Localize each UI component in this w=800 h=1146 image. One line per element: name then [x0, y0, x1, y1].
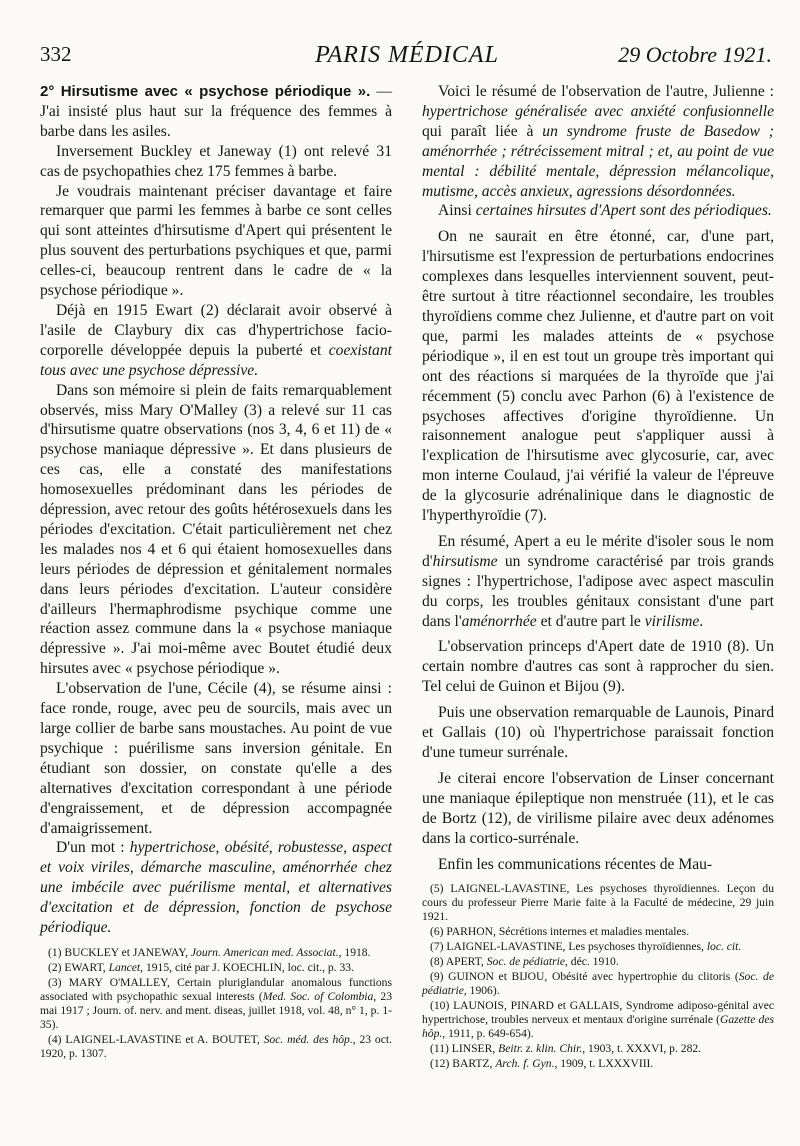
- paragraph: L'observation princeps d'Apert date de 1910 (8). Un certain nombre d'autres cas sont à rapprocher du sien. Tel celui de Guinon et Bijou (9).: [422, 638, 774, 696]
- paragraph: Dans son mémoire si plein de faits remarquablement observés, miss Mary O'Malley (3) a relevé sur 11 cas d'hirsutisme quatre observations (nos 3, 4, 6 et 11) de « psychose maniaque dépressive ». Et dans plusieurs de ces cas, elle a constaté des manifestations homosexuelles prédominant dans les périodes de dépression, avec retour des goûts hétérosexuels dans les périodes d'excitation. C'était particulièrement net chez les malades nos 4 et 6 qui étaient homosexuelles dans leurs périodes de dépression et génitalement normales dans leurs périodes d'excitation. L'auteur considère d'ailleurs l'hermaphrodisme psychique comme une réaction assez commune dans la « psychose maniaque dépressive ». J'ai moi-même avec Boutet étudié deux hirsutes avec « psychose périodique ».: [40, 381, 392, 678]
- paragraph: L'observation de l'une, Cécile (4), se résume ainsi : face ronde, rouge, avec peu de sourcils, mais avec un large collier de barbe sans moustaches. Au point de vue psychique : puérilisme sans inversion génitale. En étudiant son dossier, on constate qu'elle a des alternatives d'excitation correspondant à une période d'engraissement, et de dépression accompagnée d'amaigrissement.: [40, 680, 392, 837]
- paragraph: Déjà en 1915 Ewart (2) déclarait avoir observé à l'asile de Claybury dix cas d'hypertrichose facio-corporelle développée depuis la puberté et coexistant tous avec une psychose dépressive.: [40, 301, 392, 379]
- footnote: (3) MARY O'MALLEY, Certain pluriglandular anomalous functions associated with psychopathic sexual interests (Med. Soc. of Colombia, 23 mai 1917 ; Journ. of. nerv. and ment. diseas, juillet 1918, vol. 48, n° 1, p. 1-35).: [40, 975, 392, 1031]
- page-number: 332: [40, 42, 72, 66]
- right-column: [422, 82, 774, 1071]
- footnote: (6) PARHON, Sécrétions internes et maladies mentales.: [430, 925, 690, 939]
- footnote: (2) EWART, Lancet, 1915, cité par J. KOECHLIN, loc. cit., p. 33.: [48, 960, 354, 974]
- footnote: (1) BUCKLEY et JANEWAY, Journ. American med. Associat., 1918.: [48, 945, 371, 959]
- footnote: (8) APERT, Soc. de pédiatrie, déc. 1910.: [430, 955, 619, 969]
- paragraph: Voici le résumé de l'observation de l'autre, Julienne : hypertrichose généralisée avec anxiété confusionnelle qui paraît liée à un syndrome fruste de Basedow ; aménorrhée ; rétrécissement mitral ; et, au point de vue mental : débilité mentale, dépression mélancolique, mutisme, accès anxieux, agressions désordonnées.: [422, 83, 774, 200]
- section-heading: 2° Hirsutisme avec « psychose périodique ». — J'ai insisté plus haut sur la fréquence des femmes à barbe dans les asiles.: [40, 83, 392, 140]
- footnote: (11) LINSER, Beitr. z. klin. Chir., 1903, t. XXXVI, p. 282.: [430, 1042, 702, 1056]
- paragraph: Inversement Buckley et Janeway (1) ont relevé 31 cas de psychopathies chez 175 femmes à barbe.: [40, 142, 392, 180]
- paragraph: D'un mot : hypertrichose, obésité, robustesse, aspect et voix viriles, démarche masculine, aménorrhée chez une imbécile avec puérilisme mental, et alternatives d'excitation et de dépression, fonction de psychose périodique.: [40, 839, 393, 937]
- issue-date: 29 Octobre 1921.: [618, 42, 772, 67]
- footnote: (10) LAUNOIS, PINARD et GALLAIS, Syndrome adiposo-génital avec hypertrichose, troubles nerveux et mentaux d'origine surrénale (Gazette des hôp., 1911, p. 649-654).: [422, 999, 774, 1041]
- paragraph: En résumé, Apert a eu le mérite d'isoler sous le nom d'hirsutisme un syndrome caractérisé par trois grands signes : l'hypertrichose, l'adipose avec aspect masculin du corps, les troubles génitaux consistant d'une part dans l'aménorrhée et d'autre part le virilisme.: [422, 532, 774, 630]
- paragraph: Je citerai encore l'observation de Linser concernant une maniaque épileptique non menstruée (11), et le cas de Bortz (12), de virilisme pilaire avec deux adénomes dans la cortico-surrénale.: [422, 769, 774, 847]
- paragraph: Je voudrais maintenant préciser davantage et faire remarquer que parmi les femmes à barbe ce sont celles qui sont atteintes d'hirsutisme d'Apert qui présentent le plus souvent des perturbations psychiques et que, parmi celles-ci, beaucoup rentrent dans le cadre de « la psychose périodique ».: [40, 182, 392, 300]
- footnote: (4) LAIGNEL-LAVASTINE et A. BOUTET, Soc. méd. des hôp., 23 oct. 1920, p. 1307.: [40, 1032, 392, 1060]
- footnote: (12) BARTZ, Arch. f. Gyn., 1909, t. LXXXVIII.: [430, 1057, 654, 1071]
- paragraph: Enfin les communications récentes de Mau-: [438, 855, 713, 873]
- footnotes-left: [40, 946, 392, 1061]
- footnotes-right: [422, 882, 774, 1071]
- footnote: (7) LAIGNEL-LAVASTINE, Les psychoses thyroïdiennes, loc. cit.: [430, 940, 742, 954]
- paragraph: Ainsi certaines hirsutes d'Apert sont des périodiques.: [438, 202, 772, 220]
- footnote: (5) LAIGNEL-LAVASTINE, Les psychoses thyroïdiennes. Leçon du cours du professeur Pierre Marie faite à la Faculté de médecine, 29 juin 1921.: [422, 882, 774, 924]
- paragraph: On ne saurait en être étonné, car, d'une part, l'hirsutisme est l'expression de perturbations endocrines complexes dans lesquelles interviennent souvent, peut-être surtout à titre réactionnel secondaire, les troubles thyroïdiens comme chez Julienne, et d'autre part on voit que, parmi les malades atteints de « psychose périodique », il en est tout un groupe très important qui ont des réactions si marquées de la thyroïde que j'ai récemment (5) conclu avec Parhon (6) à l'existence de psychoses affectives d'origine thyroïdienne. Un raisonnement analogue peut s'appliquer aussi à l'explication de l'hirsutisme avec glycosurie, car, avec mon interne Coulaud, j'ai vérifié la valeur de l'épreuve de la glycosurie adrénalinique dans le diagnostic de l'hyperthyroïdie (7).: [422, 228, 774, 525]
- left-column: [40, 82, 392, 1071]
- footnote: (9) GUINON et BIJOU, Obésité avec hypertrophie du clitoris (Soc. de pédiatrie, 1906).: [422, 970, 774, 998]
- paragraph: Puis une observation remarquable de Launois, Pinard et Gallais (10) où l'hypertrichose paraissait fonction d'une tumeur surrénale.: [422, 704, 774, 761]
- page-header: [40, 42, 774, 78]
- journal-title: PARIS MÉDICAL: [315, 42, 499, 68]
